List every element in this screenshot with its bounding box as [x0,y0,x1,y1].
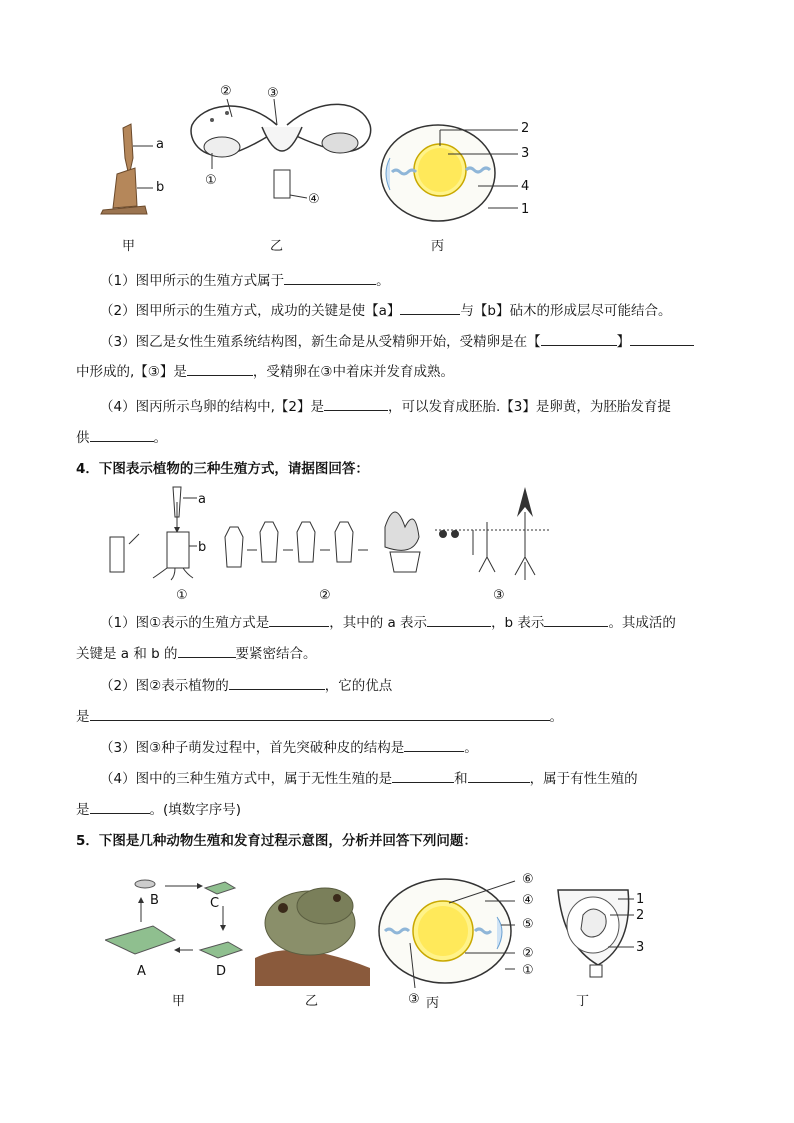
q4-item-2-cont: 是 。 [76,709,563,725]
caption-ding: 丁 [576,994,590,1009]
label-A: A [137,964,146,979]
answer-blank[interactable] [392,769,454,783]
caption-yi: 乙 [270,239,284,254]
label-6: ⑥ [522,872,534,887]
label-1: ① [522,963,534,978]
label-2: ② [220,84,232,99]
caption-bing: 丙 [426,996,440,1011]
caption-jia: 甲 [122,239,136,254]
bird-egg-diagram [378,118,528,228]
label-4: 4 [521,179,530,194]
uterus-fetus-diagram [548,885,648,980]
plant-reproduction-illustration [105,482,555,587]
label-1: ① [176,588,188,603]
caption-yi: 乙 [305,994,319,1009]
caption-jia: 甲 [172,994,186,1009]
label-1: 1 [521,202,530,217]
label-3: ③ [408,992,420,1007]
grasshopper-life-cycle-diagram [105,870,255,982]
label-2: ② [522,946,534,961]
q3-item-1: （1）图甲所示的生殖方式属于 。 [100,273,390,289]
answer-blank[interactable] [404,738,464,752]
label-3: 3 [521,146,530,161]
q3-item-2: （2）图甲所示的生殖方式，成功的关键是使【a】 与【b】砧木的形成层尽可能结合。 [100,303,672,319]
caption-bing: 丙 [431,239,445,254]
label-3: ③ [493,588,505,603]
answer-blank[interactable] [90,428,154,442]
q4-item-4-cont: 是 。(填数字序号) [76,802,242,818]
label-3: ③ [267,86,279,101]
q4-item-4: （4）图中的三种生殖方式中，属于无性生殖的是 和 ，属于有性生殖的 [100,771,638,787]
answer-blank[interactable] [630,332,694,346]
answer-blank[interactable] [187,362,253,376]
q4-item-1: （1）图①表示的生殖方式是 ，其中的 a 表示 ，b 表示 。其成活的 [100,615,676,631]
label-1: 1 [636,892,645,907]
label-5: ⑤ [522,917,534,932]
label-a: a [156,137,164,152]
female-reproductive-system-diagram [182,85,382,215]
answer-blank[interactable] [541,332,617,346]
answer-blank[interactable] [178,644,236,658]
label-3: 3 [636,940,645,955]
q3-item-3: （3）图乙是女性生殖系统结构图，新生命是从受精卵开始，受精卵是在【 】 [100,332,694,351]
label-4: ④ [522,893,534,908]
label-1: ① [205,173,217,188]
label-b: b [156,180,165,195]
label-D: D [216,964,227,979]
answer-blank[interactable] [400,301,460,315]
q3-item-4-cont: 供 。 [76,430,167,446]
frog-photo [255,878,370,986]
question-5-title: 5．下图是几种动物生殖和发育过程示意图，分析并回答下列问题： [76,833,477,849]
q3-item-4: （4）图丙所示鸟卵的结构中,【2】是 ，可以发育成胚胎.【3】是卵黄，为胚胎发育提 [100,399,671,415]
label-2: 2 [636,908,645,923]
q3-item-3-cont: 中形成的,【③】是 ，受精卵在③中着床并发育成熟。 [76,364,455,380]
label-B: B [150,893,159,908]
answer-blank[interactable] [468,769,530,783]
q4-item-2: （2）图②表示植物的 ，它的优点 [100,678,393,694]
label-b: b [198,540,207,555]
q4-item-1-cont: 关键是 a 和 b 的 要紧密结合。 [76,646,317,662]
q4-item-3: （3）图③种子萌发过程中，首先突破种皮的结构是 。 [100,740,478,756]
question-4-title: 4．下图表示植物的三种生殖方式，请据图回答： [76,461,369,477]
answer-blank[interactable] [90,707,550,721]
bird-egg-diagram [375,873,535,993]
answer-blank[interactable] [284,271,376,285]
label-C: C [210,896,220,911]
answer-blank[interactable] [544,613,608,627]
label-4: ④ [308,192,320,207]
answer-blank[interactable] [269,613,329,627]
label-a: a [198,492,206,507]
grafting-illustration [95,118,175,218]
label-2: 2 [521,121,530,136]
answer-blank[interactable] [324,397,388,411]
answer-blank[interactable] [90,800,150,814]
label-2: ② [319,588,331,603]
answer-blank[interactable] [427,613,491,627]
answer-blank[interactable] [229,676,325,690]
